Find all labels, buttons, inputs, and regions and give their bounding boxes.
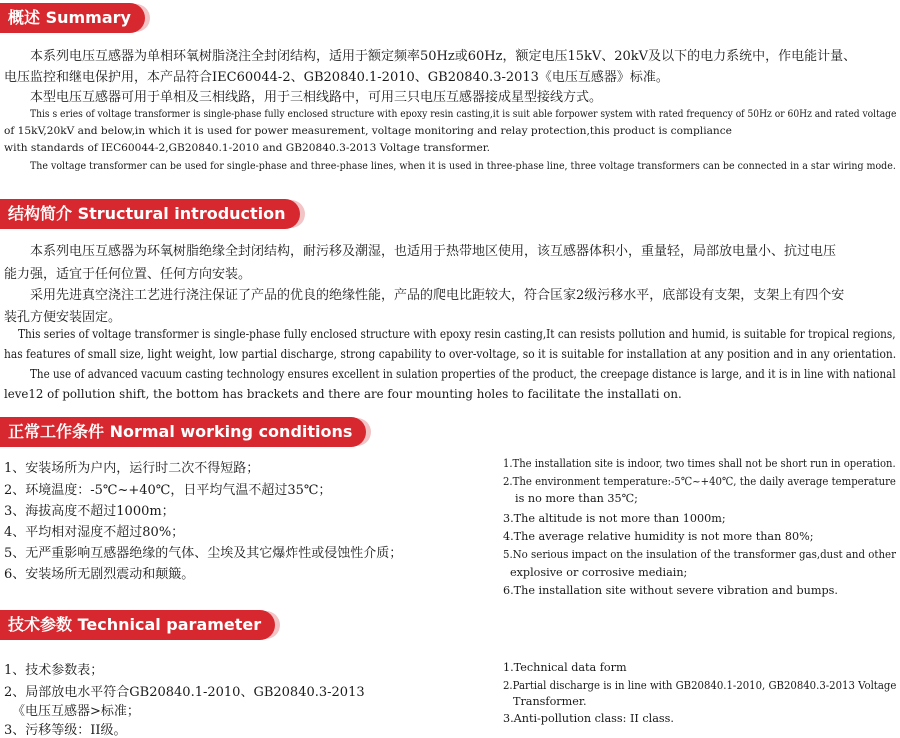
working-en-item: is no more than 35℃; (515, 492, 638, 505)
summary-zh-p2: 本型电压互感器可用于单相及三相线路，用于三相线路中，可用三只电压互感器接成星型接线方式。 (30, 90, 603, 105)
working-en-item: 1.The installation site is indoor, two times shall not be short run in operation. (503, 457, 896, 470)
structural-en-p1-l1: This series of voltage transformer is single-phase fully enclosed structure with epoxy resin casting,It can resists pollution and humid, is suitable for tropical regions, (18, 327, 896, 341)
summary-zh-p1-l2: 电压监控和继电保护用，本产品符合IEC60044-2、GB20840.1-2010、GB20840.3-2013《电压互感器》标准。 (4, 70, 669, 85)
summary-en-p1-l3: with standards of IEC60044-2,GB20840.1-2010 and GB20840.3-2013 Voltage transformer. (4, 142, 491, 154)
structural-heading: 结构简介 Structural introduction (0, 199, 300, 229)
technical-en-item: 3.Anti-pollution class: II class. (503, 712, 674, 725)
working-en-item: 2.The environment temperature:-5℃~+40℃, the daily average temperature (503, 475, 896, 488)
working-heading: 正常工作条件 Normal working conditions (0, 417, 366, 447)
structural-zh-p2-l2: 装孔方便安装固定。 (4, 310, 122, 325)
technical-en-item: 1.Technical data form (503, 661, 627, 674)
summary-en-p2: The voltage transformer can be used for single-phase and three-phase lines, when it is used in three-phase line, three voltage transformers can be connected in a star wiring mode. (30, 160, 896, 172)
structural-zh-p1-l1: 本系列电压互感器为环氧树脂绝缘全封闭结构，耐污移及潮湿，也适用于热带地区使用，该互感器体积小，重量轻，局部放电量小、抗过电压 (30, 244, 837, 259)
structural-zh-p2-l1: 采用先进真空浇注工艺进行浇注保证了产品的优良的绝缘性能，产品的爬电比距较大，符合匡家2级污移水平，底部设有支架，支架上有四个安 (30, 288, 845, 303)
structural-en-p2-l2: leve12 of pollution shift, the bottom has brackets and there are four mounting holes to facilitate the installati on. (4, 387, 682, 401)
working-en-item: 3.The altitude is not more than 1000m; (503, 512, 726, 525)
working-en-item: 6.The installation site without severe vibration and bumps. (503, 584, 838, 597)
technical-zh-item: 《电压互感器>标准； (12, 704, 140, 719)
structural-zh-p1-l2: 能力强，适宜于任何位置、任何方向安装。 (4, 267, 252, 282)
working-en-item: 5.No serious impact on the insulation of the transformer gas,dust and other (503, 548, 896, 561)
working-zh-item: 5、无严重影响互感器绝缘的气体、尘埃及其它爆炸性或侵蚀性介质； (4, 546, 403, 561)
working-zh-item: 6、安装场所无剧烈震动和颠簸。 (4, 567, 195, 582)
working-zh-item: 1、安装场所为户内，运行时二次不得短路； (4, 461, 260, 476)
technical-zh-item: 1、技术参数表； (4, 663, 104, 678)
summary-heading: 概述 Summary (0, 3, 145, 33)
working-en-item: explosive or corrosive mediain; (510, 566, 688, 579)
summary-en-p1-l1: This s eries of voltage transformer is single-phase fully enclosed structure with epoxy resin casting,it is suit able forpower system with rated frequency of 50Hz or 60Hz and rated voltage (30, 108, 897, 120)
working-zh-item: 2、环境温度：-5℃~+40℃，日平均气温不超过35℃； (4, 483, 332, 498)
summary-zh-p1-l1: 本系列电压互感器为单相环氧树脂浇注全封闭结构，适用于额定频率50Hz或60Hz，额定电压15kV、20kV及以下的电力系统中，作电能计量、 (30, 49, 857, 64)
structural-en-p1-l2: has features of small size, light weight, low partial discharge, strong capability to over-voltage, so it is suitable for installation at any position and in any orientation. (4, 347, 897, 361)
technical-en-item: Transformer. (513, 695, 587, 708)
technical-zh-item: 3、污移等级：II级。 (4, 723, 127, 738)
technical-en-item: 2.Partial discharge is in line with GB20840.1-2010, GB20840.3-2013 Voltage (503, 679, 897, 692)
technical-heading: 技术参数 Technical parameter (0, 610, 275, 640)
summary-en-p1-l2: of 15kV,20kV and below,in which it is used for power measurement, voltage monitoring and relay protection,this product is compliance (4, 125, 732, 137)
structural-en-p2-l1: The use of advanced vacuum casting technology ensures excellent in sulation properties of the product, the creepage distance is large, and it is in line with national (30, 367, 896, 381)
working-zh-item: 4、平均相对湿度不超过80%； (4, 525, 185, 540)
technical-zh-item: 2、局部放电水平符合GB20840.1-2010、GB20840.3-2013 (4, 685, 365, 700)
working-en-item: 4.The average relative humidity is not more than 80%; (503, 530, 814, 543)
working-zh-item: 3、海拔高度不超过1000m； (4, 504, 175, 519)
